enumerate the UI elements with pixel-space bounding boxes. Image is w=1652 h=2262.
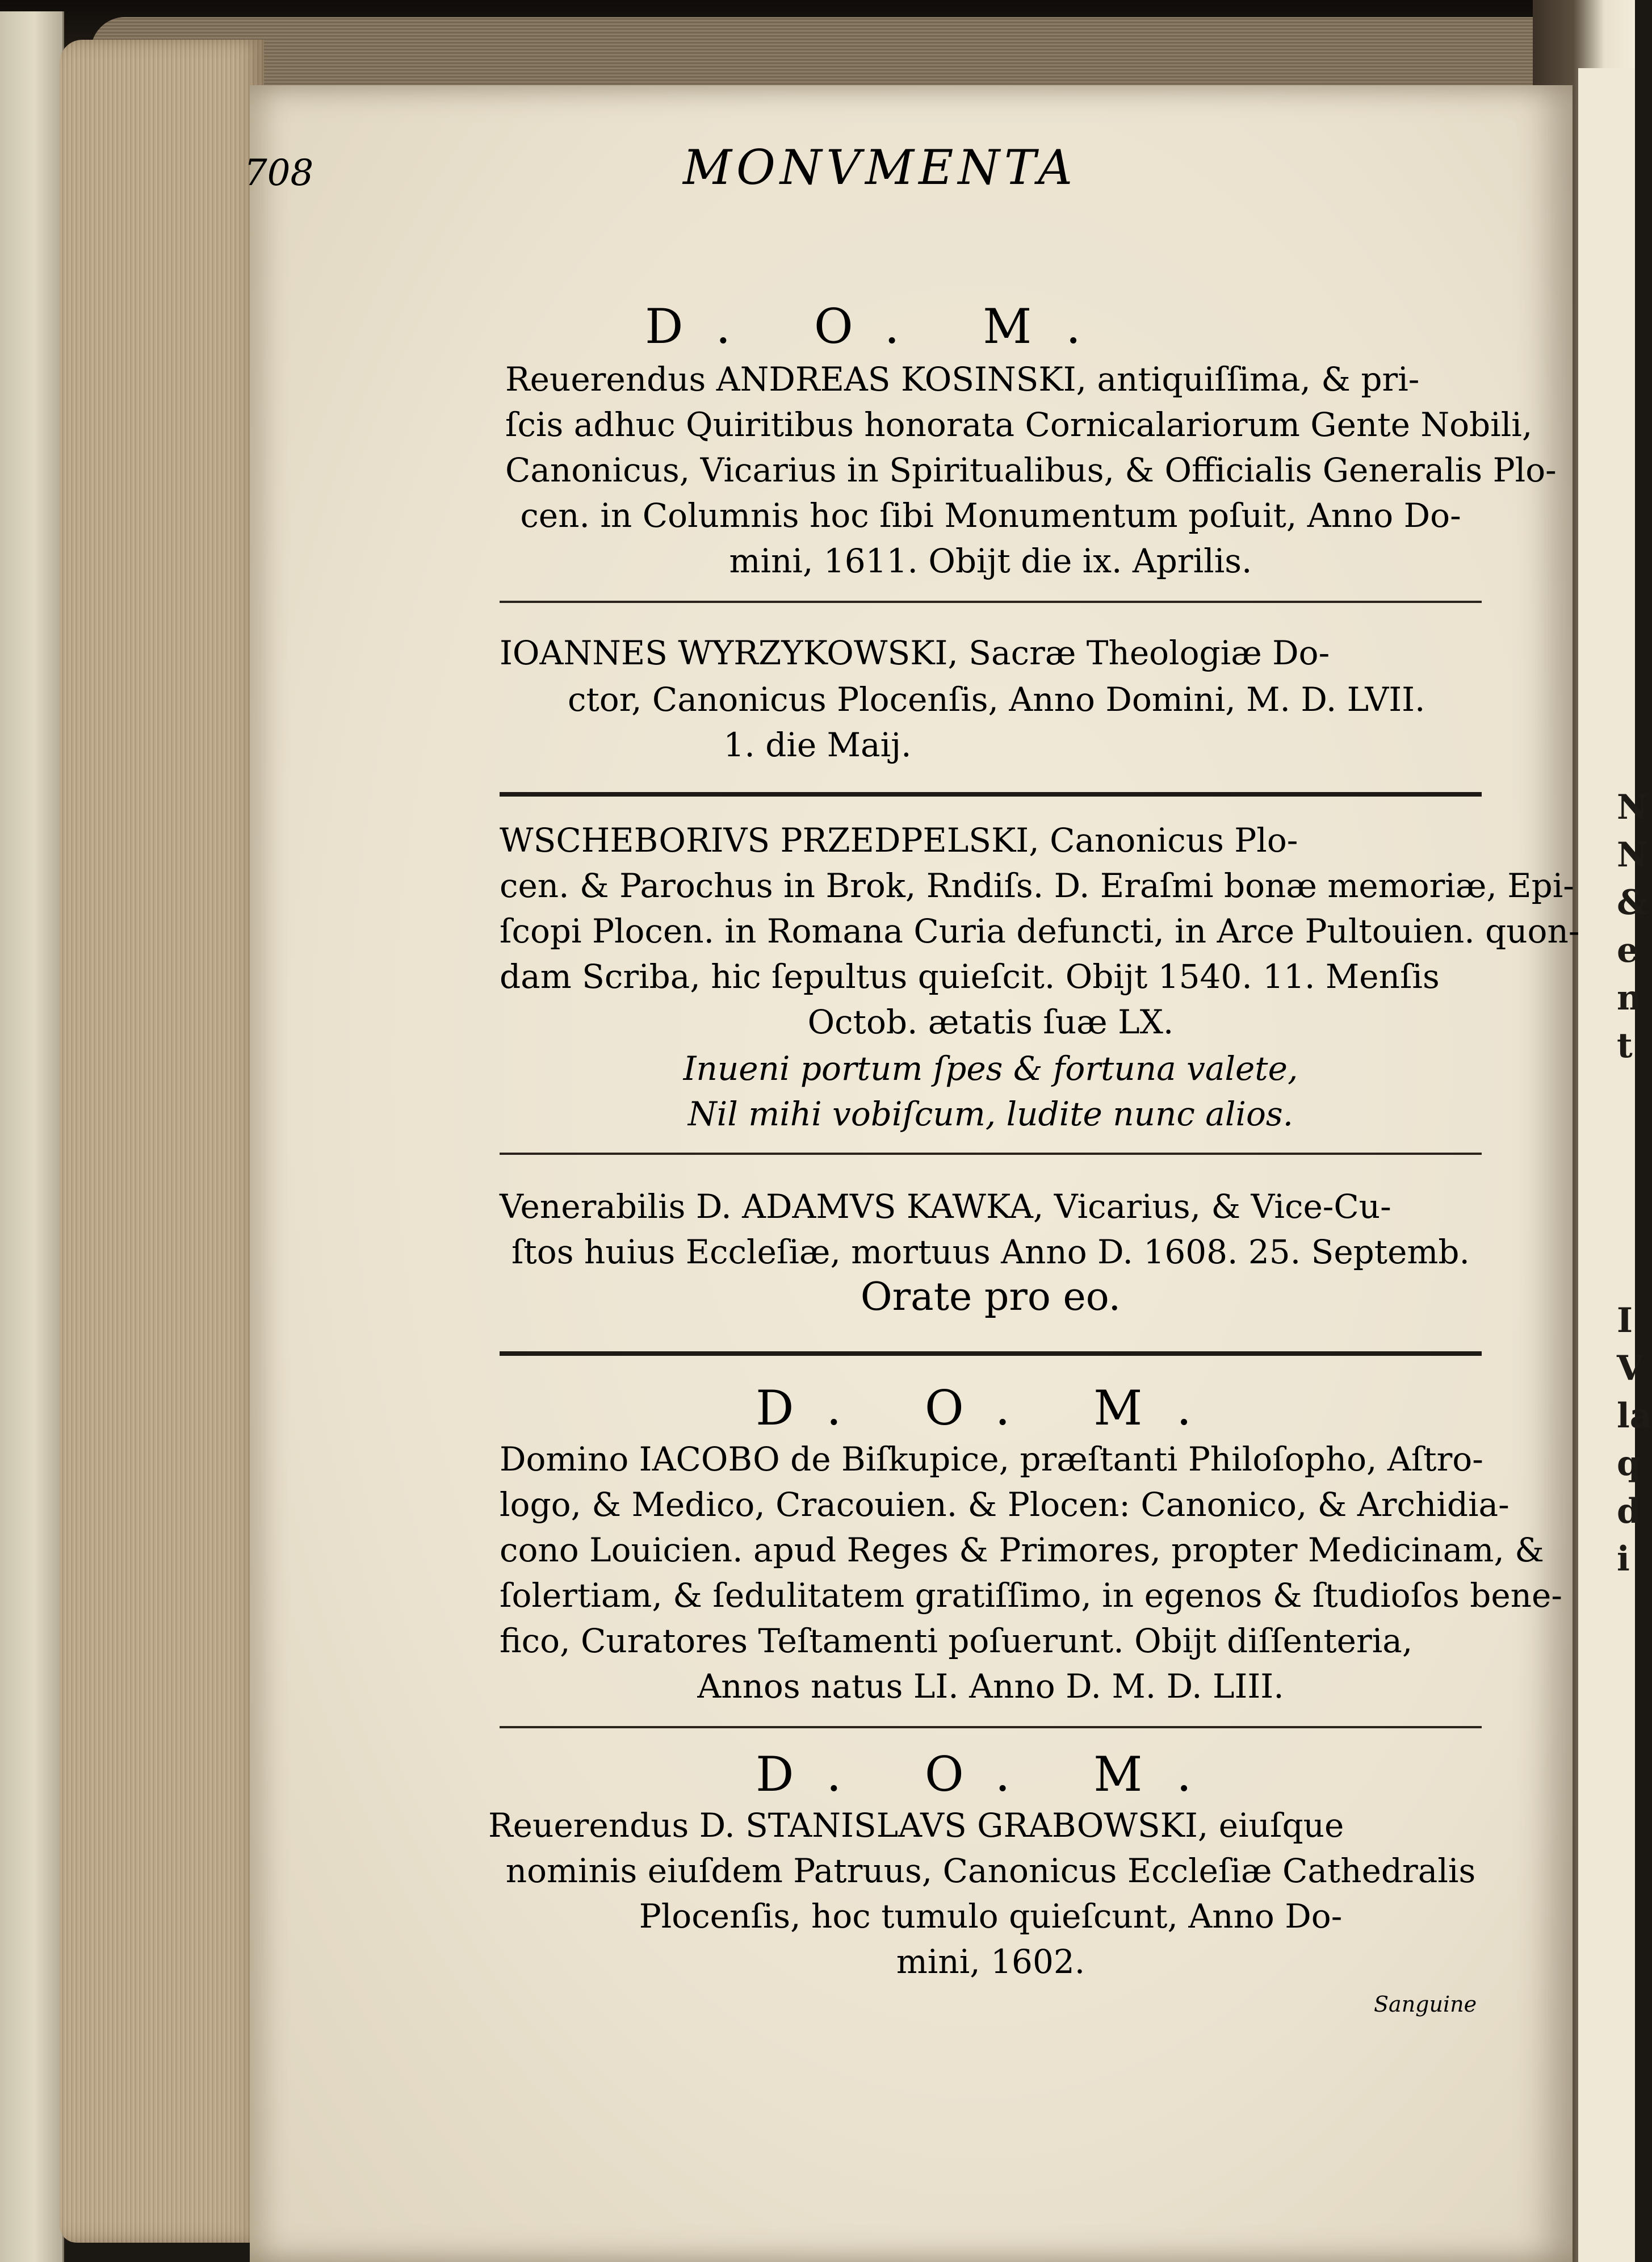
facing-glyph: t	[1617, 1026, 1633, 1066]
epitaph-2-line: ctor, Canonicus Plocenſis, Anno Domini, M. D. LVII.	[568, 680, 1425, 719]
epitaph-3-line: ſcopi Plocen. in Romana Curia defuncti, in Arce Pultouien. quon-	[500, 912, 1580, 950]
facing-page-text	[1617, 784, 1652, 1583]
epitaph-6-line: Reuerendus D. STANISLAVS GRABOWSKI, eiuſque	[488, 1806, 1344, 1845]
epitaph-6-line: Plocenſis, hoc tumulo quieſcunt, Anno Do-	[639, 1897, 1343, 1936]
facing-glyph: i	[1617, 1539, 1630, 1579]
separator-rule	[500, 792, 1482, 797]
epitaph-3-line: cen. & Parochus in Brok, Rndiſs. D. Eraſmi bonæ memoriæ, Epi-	[500, 866, 1574, 905]
epitaph-5-line: Domino IACOBO de Biſkupice, præſtanti Philoſopho, Aſtro-	[500, 1440, 1483, 1478]
facing-glyph: q	[1617, 1444, 1641, 1484]
facing-glyph: N	[1617, 787, 1648, 827]
epitaph-1-line: Reuerendus ANDREAS KOSINSKI, antiquiſſima, & pri-	[505, 360, 1420, 399]
epitaph-1-heading: D. O. M.	[645, 299, 1115, 354]
book-cover-left	[0, 11, 64, 2262]
epitaph-3-line: Octob. ætatis ſuæ LX.	[807, 1003, 1174, 1041]
facing-glyph: V	[1617, 1348, 1643, 1388]
page-number: 708	[244, 152, 314, 194]
epitaph-1-line: ſcis adhuc Quiritibus honorata Cornicalariorum Gente Nobili,	[505, 405, 1533, 444]
epitaph-5-line: logo, & Medico, Cracouien. & Plocen: Canonico, & Archidia-	[500, 1485, 1510, 1524]
epitaph-2-line: 1. die Maij.	[723, 726, 912, 764]
epitaph-6-line: nominis eiuſdem Patruus, Canonicus Eccleſiæ Cathedralis	[505, 1852, 1476, 1890]
epitaph-1-line: mini, 1611. Obijt die ix. Aprilis.	[729, 542, 1252, 580]
separator-rule	[500, 601, 1482, 603]
facing-glyph: d	[1617, 1492, 1641, 1531]
facing-glyph: n	[1617, 978, 1642, 1018]
epitaph-4-line: Venerabilis D. ADAMVS KAWKA, Vicarius, & Vice-Cu-	[500, 1187, 1391, 1226]
epitaph-3-line: dam Scriba, hic ſepultus quieſcit. Obijt 1540. 11. Menſis	[500, 957, 1440, 996]
epitaph-6-heading: D. O. M.	[756, 1746, 1226, 1802]
epitaph-1-line: cen. in Columnis hoc ſibi Monumentum poſuit, Anno Do-	[520, 496, 1461, 535]
running-title: MONVMENTA	[683, 140, 1077, 195]
catchword: Sanguine	[1374, 1992, 1477, 2017]
epitaph-4-line: ſtos huius Eccleſiæ, mortuus Anno D. 1608. 25. Septemb.	[511, 1233, 1470, 1271]
epitaph-5-heading: D. O. M.	[756, 1380, 1226, 1436]
facing-glyph: la	[1617, 1396, 1652, 1436]
facing-glyph: e	[1617, 931, 1639, 970]
epitaph-3-verse: Nil mihi vobiſcum, ludite nunc alios.	[687, 1095, 1294, 1133]
separator-rule	[500, 1153, 1482, 1155]
epitaph-2-line: IOANNES WYRZYKOWSKI, Sacræ Theologiæ Do-	[500, 634, 1330, 672]
facing-glyph: I	[1617, 1301, 1633, 1341]
facing-glyph: &	[1617, 883, 1648, 923]
epitaph-4-closing: Orate pro eo.	[860, 1275, 1121, 1320]
epitaph-6-line: mini, 1602.	[896, 1942, 1085, 1981]
separator-rule	[500, 1351, 1482, 1356]
separator-rule	[500, 1726, 1482, 1728]
epitaph-5-line: fico, Curatores Teſtamenti poſuerunt. Obijt diſſenteria,	[500, 1622, 1413, 1660]
page-fore-edge	[60, 40, 264, 2243]
epitaph-5-line: Annos natus LI. Anno D. M. D. LIII.	[697, 1667, 1284, 1706]
epitaph-5-line: cono Louicien. apud Reges & Primores, propter Medicinam, &	[500, 1531, 1544, 1569]
epitaph-3-line: WSCHEBORIVS PRZEDPELSKI, Canonicus Plo-	[500, 821, 1298, 860]
facing-glyph: N	[1617, 835, 1648, 875]
epitaph-1-line: Canonicus, Vicarius in Spiritualibus, & Officialis Generalis Plo-	[505, 451, 1557, 489]
epitaph-5-line: ſolertiam, & ſedulitatem gratiſſimo, in egenos & ſtudioſos bene-	[500, 1576, 1562, 1615]
epitaph-3-verse: Inueni portum ſpes & fortuna valete,	[683, 1049, 1298, 1088]
